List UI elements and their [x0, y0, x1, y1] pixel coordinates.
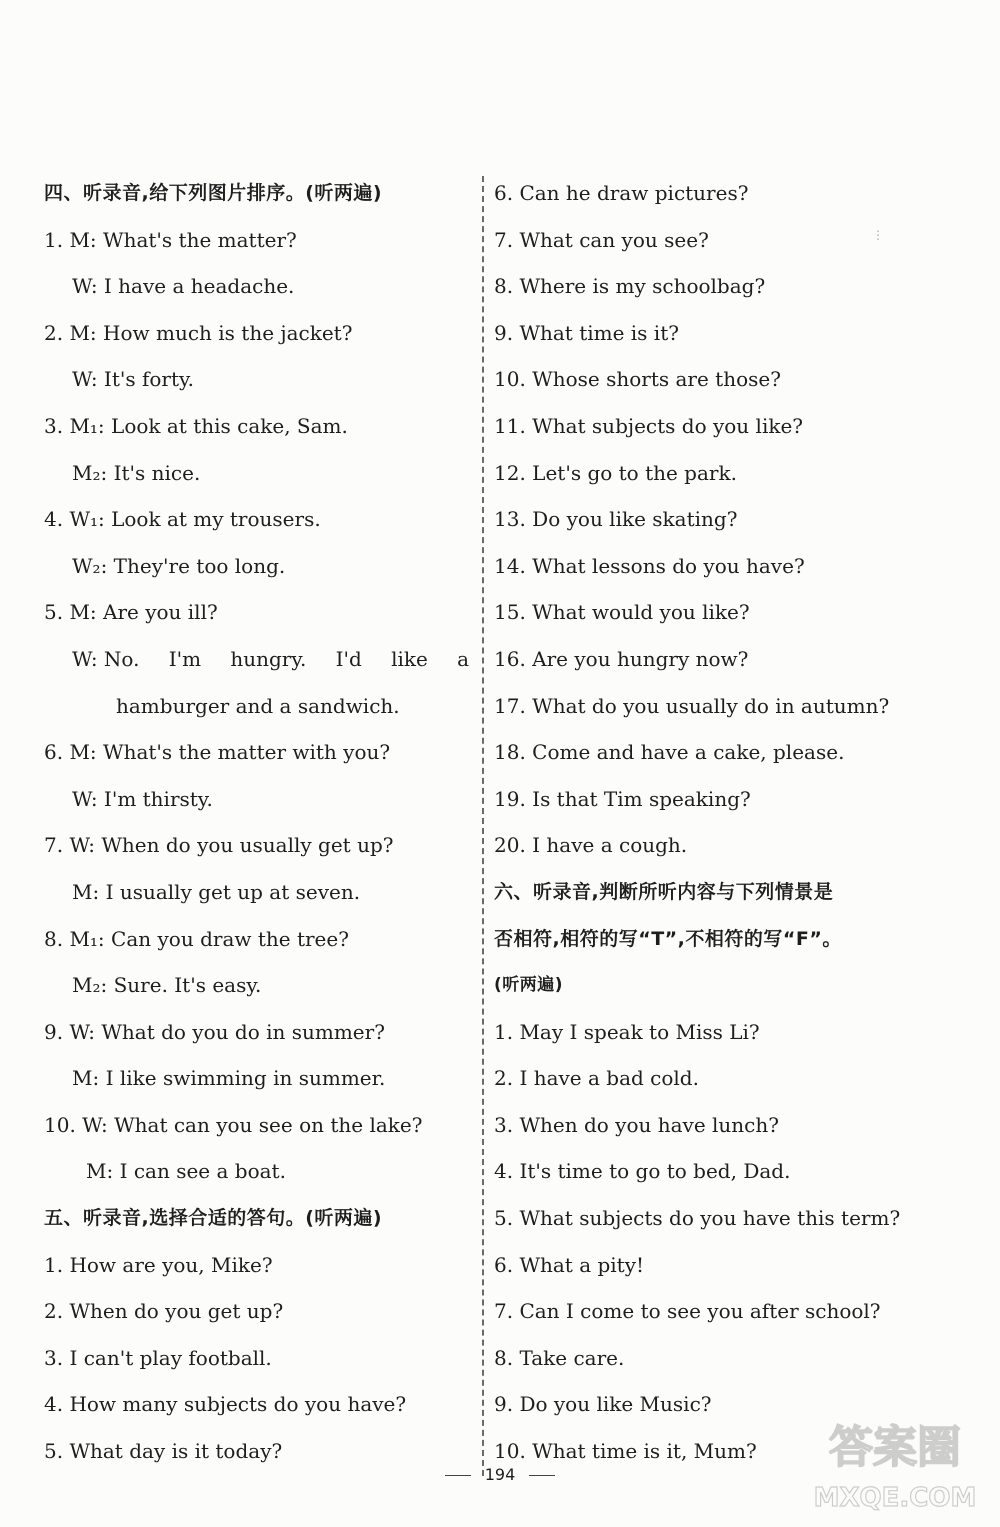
section-6-note: (听两遍)	[494, 975, 564, 996]
list-item: 8. Take care.	[494, 1345, 625, 1370]
dialogue-line: W₂: They're too long.	[72, 553, 286, 578]
dialogue-line: hamburger and a sandwich.	[116, 693, 400, 718]
list-item: 18. Come and have a cake, please.	[494, 740, 845, 765]
dialogue-line: 10. W: What can you see on the lake?	[44, 1112, 423, 1137]
list-item: 6. What a pity!	[494, 1252, 645, 1277]
list-item: 15. What would you like?	[494, 600, 750, 625]
list-item: 12. Let's go to the park.	[494, 460, 737, 485]
dialogue-line: 5. M: Are you ill?	[44, 600, 218, 625]
list-item: 1. May I speak to Miss Li?	[494, 1019, 760, 1044]
word: hungry.	[230, 646, 307, 671]
dialogue-line: 8. M₁: Can you draw the tree?	[44, 926, 349, 951]
word: I'd	[335, 646, 362, 671]
list-item: 16. Are you hungry now?	[494, 646, 749, 671]
list-item: 7. Can I come to see you after school?	[494, 1299, 881, 1324]
list-item: 4. It's time to go to bed, Dad.	[494, 1159, 791, 1184]
dialogue-line: 7. W: When do you usually get up?	[44, 833, 394, 858]
list-item: 6. Can he draw pictures?	[494, 181, 749, 205]
list-item: 17. What do you usually do in autumn?	[494, 693, 890, 718]
list-item: 20. I have a cough.	[494, 833, 688, 858]
list-item: 1. How are you, Mike?	[44, 1252, 273, 1277]
list-item: 5. What subjects do you have this term?	[494, 1206, 901, 1231]
dialogue-line: W: I'm thirsty.	[72, 786, 213, 811]
list-item: 9. Do you like Music?	[494, 1392, 712, 1417]
list-item: 5. What day is it today?	[44, 1439, 283, 1464]
section-6-heading-line2: 否相符,相符的写“T”,不相符的写“F”。	[494, 927, 842, 950]
word: W: No.	[72, 646, 140, 671]
section-6-heading-line1: 六、听录音,判断所听内容与下列情景是	[494, 880, 834, 903]
dialogue-line: M: I like swimming in summer.	[72, 1066, 386, 1091]
dialogue-line: 2. M: How much is the jacket?	[44, 320, 353, 345]
watermark-logo	[800, 1410, 990, 1520]
scan-speck: ⋮	[872, 228, 884, 242]
list-item: 3. When do you have lunch?	[494, 1112, 779, 1137]
dialogue-line: 4. W₁: Look at my trousers.	[44, 507, 321, 532]
list-item: 11. What subjects do you like?	[494, 413, 804, 438]
watermark-text: 答案圈	[829, 1422, 961, 1473]
list-item: 9. What time is it?	[494, 320, 679, 345]
right-column	[494, 170, 919, 1475]
dialogue-line: W: I have a headache.	[72, 274, 295, 299]
left-column	[44, 170, 469, 1475]
list-item: 8. Where is my schoolbag?	[494, 274, 766, 299]
dash-left	[445, 1475, 471, 1476]
dialogue-line: W: It's forty.	[72, 367, 195, 392]
page-number-text: 194	[484, 1465, 516, 1484]
list-item: 3. I can't play football.	[44, 1345, 272, 1370]
section-5-heading: 五、听录音,选择合适的答句。(听两遍)	[44, 1207, 383, 1230]
dialogue-line: 9. W: What do you do in summer?	[44, 1019, 385, 1044]
dialogue-line: M: I can see a boat.	[86, 1159, 286, 1184]
dialogue-line: 1. M: What's the matter?	[44, 227, 297, 252]
column-divider	[482, 176, 484, 1476]
dialogue-line: 3. M₁: Look at this cake, Sam.	[44, 413, 348, 438]
list-item: 10. Whose shorts are those?	[494, 367, 781, 392]
list-item: 10. What time is it, Mum?	[494, 1439, 757, 1464]
list-item: 2. When do you get up?	[44, 1299, 284, 1324]
dialogue-line: M₂: It's nice.	[72, 460, 201, 485]
list-item: 4. How many subjects do you have?	[44, 1392, 407, 1417]
dialogue-line: M₂: Sure. It's easy.	[72, 973, 262, 998]
dash-right	[529, 1475, 555, 1476]
list-item: 14. What lessons do you have?	[494, 553, 805, 578]
dialogue-line: 6. M: What's the matter with you?	[44, 740, 391, 765]
word: I'm	[168, 646, 202, 671]
list-item: 7. What can you see?	[494, 227, 709, 252]
word: like	[391, 646, 428, 671]
section-4-heading: 四、听录音,给下列图片排序。(听两遍)	[44, 182, 383, 204]
word: a	[457, 646, 469, 671]
dialogue-line-justified	[44, 636, 469, 683]
list-item: 19. Is that Tim speaking?	[494, 786, 751, 811]
list-item: 13. Do you like skating?	[494, 507, 738, 532]
watermark-url: MXQE.COM	[813, 1483, 977, 1513]
list-item: 2. I have a bad cold.	[494, 1066, 699, 1091]
dialogue-line: M: I usually get up at seven.	[72, 879, 361, 904]
